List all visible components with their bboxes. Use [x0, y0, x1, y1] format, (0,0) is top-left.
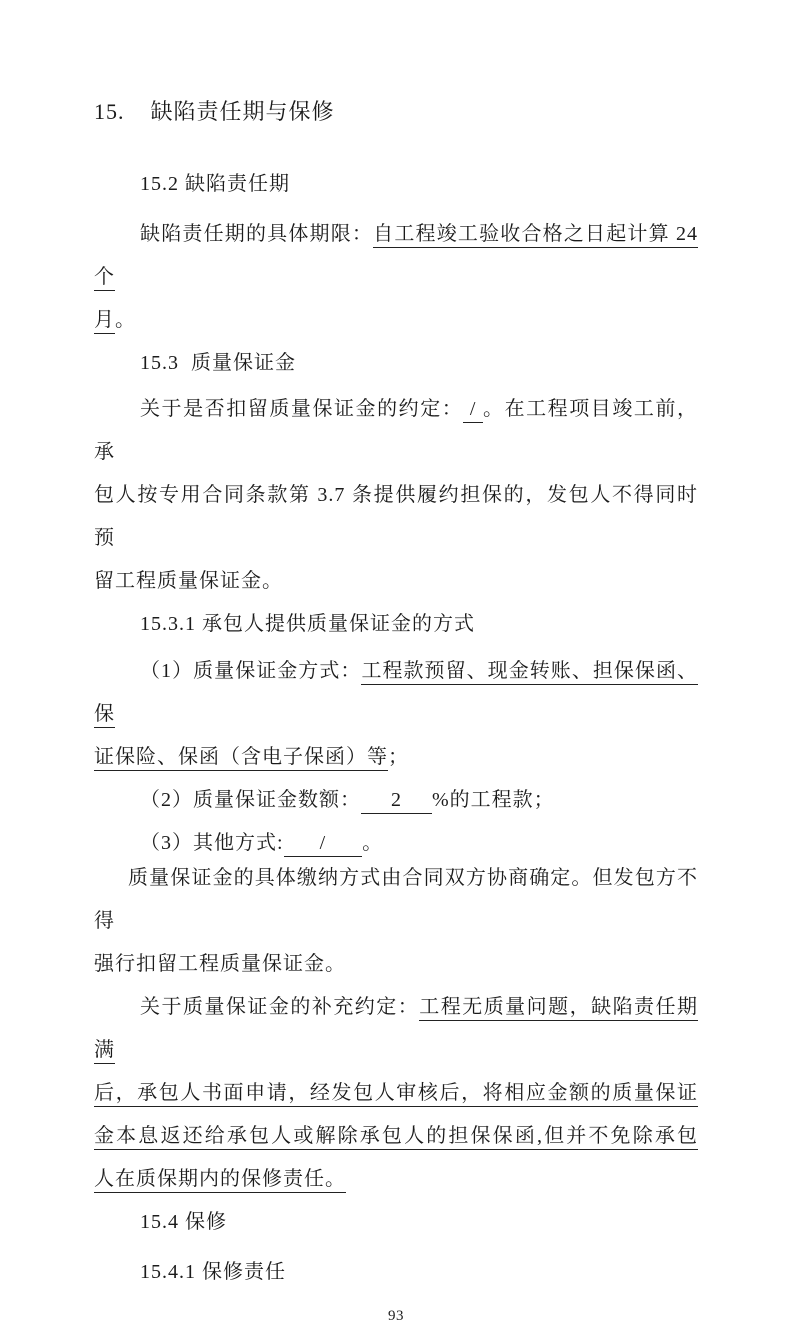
text-segment: 。	[115, 309, 136, 331]
text-line	[94, 1115, 698, 1158]
underlined-text-segment: 证保险、保函（含电子保函）等	[94, 746, 388, 771]
text-line	[94, 213, 698, 299]
page-number: 93	[388, 1308, 404, 1324]
text-segment: 15.4 保修	[140, 1211, 227, 1233]
text-segment: 质量保证金的具体缴纳方式由合同双方协商确定。但发包方不得	[94, 867, 698, 932]
underlined-text-segment: 2	[361, 789, 432, 814]
text-line	[94, 1201, 698, 1244]
document-body	[94, 90, 698, 1294]
text-line	[94, 1251, 698, 1294]
page-footer	[94, 1306, 698, 1326]
underlined-text-segment: /	[463, 398, 483, 423]
text-segment: 。在工程项目竣工前，承	[94, 398, 699, 463]
text-line	[94, 943, 698, 986]
text-segment: ；	[388, 746, 409, 768]
text-line	[94, 779, 698, 822]
text-segment: 强行扣留工程质量保证金。	[94, 953, 346, 975]
underlined-text-segment: 工程款预留、现金转账、担保保函、保	[94, 660, 698, 728]
text-line	[94, 736, 698, 779]
underlined-text-segment: 后，承包人书面申请，经发包人审核后，将相应金额的质量保证	[94, 1082, 698, 1107]
text-segment: 留工程质量保证金。	[94, 570, 283, 592]
underlined-text-segment: 工程无质量问题，缺陷责任期满	[94, 996, 698, 1064]
text-line	[94, 1158, 698, 1201]
text-segment: 15.3 质量保证金	[140, 352, 296, 374]
text-line	[94, 857, 698, 943]
text-segment: 15.2 缺陷责任期	[140, 173, 290, 195]
text-line	[94, 474, 698, 560]
text-line	[94, 342, 698, 385]
text-line	[94, 90, 698, 133]
text-segment: 15.4.1 保修责任	[140, 1261, 286, 1283]
underlined-text-segment: 自工程竣工验收合格之日起计算 24 个	[94, 223, 698, 291]
text-line	[94, 986, 698, 1072]
text-segment: （1）质量保证金方式：	[140, 660, 362, 682]
underlined-text-segment: 人在质保期内的保修责任。	[94, 1168, 346, 1193]
text-segment: 包人按专用合同条款第 3.7 条提供履约担保的，发包人不得同时预	[94, 484, 698, 549]
text-segment: 关于质量保证金的补充约定：	[140, 996, 420, 1018]
text-line	[94, 650, 698, 736]
text-segment: 。	[362, 832, 384, 854]
text-segment: 15.3.1 承包人提供质量保证金的方式	[140, 613, 475, 635]
text-segment: （3）其他方式:	[140, 832, 284, 854]
text-segment: 15. 缺陷责任期与保修	[94, 99, 335, 124]
text-segment: （2）质量保证金数额：	[140, 789, 361, 811]
underlined-text-segment: /	[284, 832, 363, 857]
text-line	[94, 388, 698, 474]
text-line	[94, 560, 698, 603]
text-line	[94, 1072, 698, 1115]
text-segment: %的工程款；	[432, 789, 555, 811]
text-segment: 缺陷责任期的具体期限：	[140, 223, 374, 245]
text-line	[94, 299, 698, 342]
text-line	[94, 163, 698, 206]
text-line	[94, 603, 698, 646]
text-segment: 关于是否扣留质量保证金的约定：	[140, 398, 464, 420]
underlined-text-segment: 月	[94, 309, 115, 334]
underlined-text-segment: 金本息返还给承包人或解除承包人的担保保函,但并不免除承包	[94, 1125, 698, 1150]
